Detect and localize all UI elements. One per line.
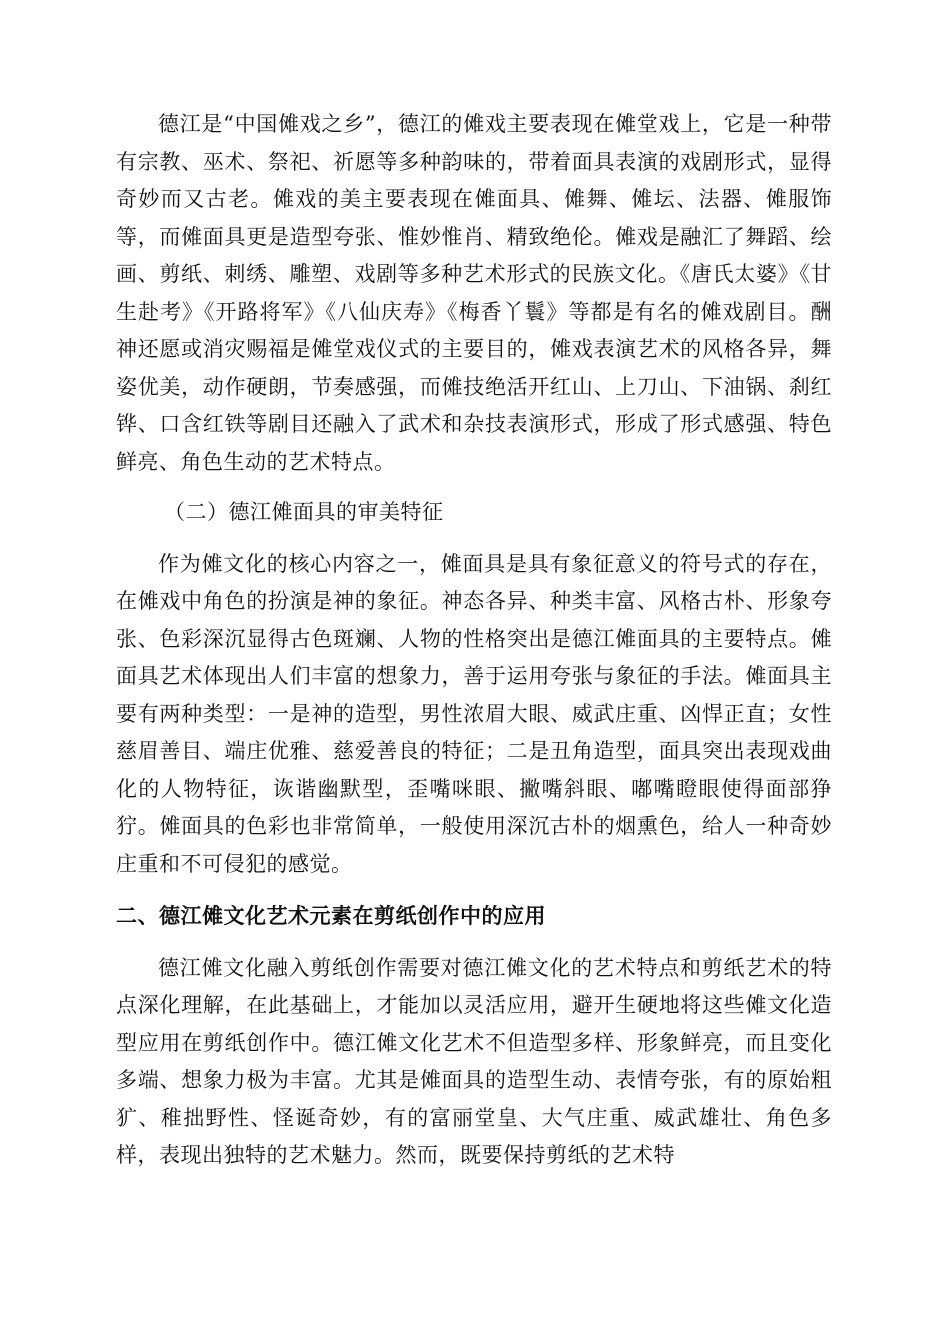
- document-page: [116, 106, 832, 1175]
- body-paragraph: 作为傩文化的核心内容之一，傩面具是具有象征意义的符号式的存在，在傩戏中角色的扮演是神的象征。神态各异、种类丰富、风格古朴、形象夸张、色彩深沉显得古色斑斓、人物的性格突出是德江傩面具的主要特点。傩面具艺术体现出人们丰富的想象力，善于运用夸张与象征的手法。傩面具主要有两种类型：一是神的造型，男性浓眉大眼、威武庄重、凶悍正直；女性慈眉善目、端庄优雅、慈爱善良的特征；二是丑角造型，面具突出表现戏曲化的人物特征，诙谐幽默型，歪嘴咪眼、撇嘴斜眼、嘟嘴瞪眼使得面部狰狞。傩面具的色彩也非常简单，一般使用深沉古朴的烟熏色，给人一种奇妙庄重和不可侵犯的感觉。: [116, 551, 832, 876]
- section-heading: 二、德江傩文化艺术元素在剪纸创作中的应用: [116, 904, 546, 928]
- body-paragraph: 德江是“中国傩戏之乡”，德江的傩戏主要表现在傩堂戏上，它是一种带有宗教、巫术、祭祀、祈愿等多种韵味的，带着面具表演的戏剧形式，显得奇妙而又古老。傩戏的美主要表现在傩面具、傩舞、傩坛、法器、傩服饰等，而傩面具更是造型夸张、惟妙惟肖、精致绝伦。傩戏是融汇了舞蹈、绘画、剪纸、刺绣、雕塑、戏剧等多种艺术形式的民族文化。《唐氏太婆》《甘生赴考》《开路将军》《八仙庆寿》《梅香丫鬟》等都是有名的傩戏剧目。酬神还愿或消灾赐福是傩堂戏仪式的主要目的，傩戏表演艺术的风格各异，舞姿优美，动作硬朗，节奏感强，而傩技绝活开红山、上刀山、下油锅、刹红铧、口含红铁等剧目还融入了武术和杂技表演形式，形成了形式感强、特色鲜亮、角色生动的艺术特点。: [116, 112, 832, 474]
- subsection-heading: （二）德江傩面具的审美特征: [164, 500, 444, 524]
- body-paragraph: 德江傩文化融入剪纸创作需要对德江傩文化的艺术特点和剪纸艺术的特点深化理解，在此基础上，才能加以灵活应用，避开生硬地将这些傩文化造型应用在剪纸创作中。德江傩文化艺术不但造型多样、形象鲜亮，而且变化多端、想象力极为丰富。尤其是傩面具的造型生动、表情夸张，有的原始粗犷、稚拙野性、怪诞奇妙，有的富丽堂皇、大气庄重、威武雄壮、角色多样，表现出独特的艺术魅力。然而，既要保持剪纸的艺术特: [116, 955, 832, 1167]
